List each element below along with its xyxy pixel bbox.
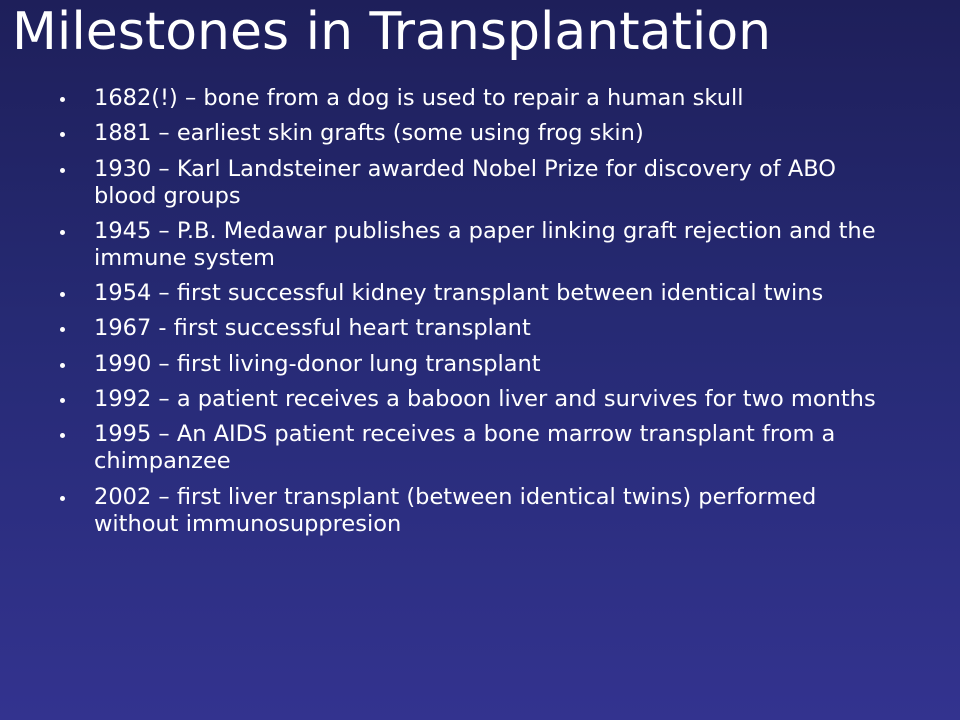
bullet-dot-icon	[60, 327, 65, 332]
milestone-item	[56, 156, 896, 210]
milestone-text: 1992 – a patient receives a baboon liver and survives for two months	[94, 386, 876, 413]
slide-title: Milestones in Transplantation	[12, 2, 772, 62]
milestone-item	[56, 120, 896, 147]
milestone-text: 1881 – earliest skin grafts (some using frog skin)	[94, 120, 644, 147]
milestone-text: 1967 - first successful heart transplant	[94, 315, 531, 342]
bullet-dot-icon	[60, 292, 65, 297]
milestone-item	[56, 280, 896, 307]
bullet-dot-icon	[60, 132, 65, 137]
milestone-text: 1995 – An AIDS patient receives a bone marrow transplant from a chimpanzee	[94, 421, 836, 475]
bullet-dot-icon	[60, 168, 65, 173]
milestone-text: 1930 – Karl Landsteiner awarded Nobel Prize for discovery of ABO blood groups	[94, 155, 836, 209]
milestone-item	[56, 484, 896, 538]
bullet-dot-icon	[60, 97, 65, 102]
milestone-item	[56, 421, 896, 475]
milestone-item	[56, 351, 896, 378]
milestone-item	[56, 85, 896, 112]
bullet-dot-icon	[60, 433, 65, 438]
bullet-dot-icon	[60, 230, 65, 235]
bullet-dot-icon	[60, 496, 65, 501]
milestone-item	[56, 386, 896, 413]
bullet-dot-icon	[60, 398, 65, 403]
milestone-text: 2002 – first liver transplant (between identical twins) performed without immunosuppresion	[94, 483, 817, 537]
milestone-item	[56, 315, 896, 342]
milestone-text: 1682(!) – bone from a dog is used to repair a human skull	[94, 85, 744, 111]
milestone-text: 1945 – P.B. Medawar publishes a paper linking graft rejection and the immune system	[94, 217, 876, 271]
milestone-text: 1990 – first living-donor lung transplant	[94, 350, 541, 377]
milestone-text: 1954 – first successful kidney transplant between identical twins	[94, 280, 824, 307]
bullet-dot-icon	[60, 363, 65, 368]
milestone-item	[56, 218, 896, 272]
milestones-list	[56, 85, 896, 546]
